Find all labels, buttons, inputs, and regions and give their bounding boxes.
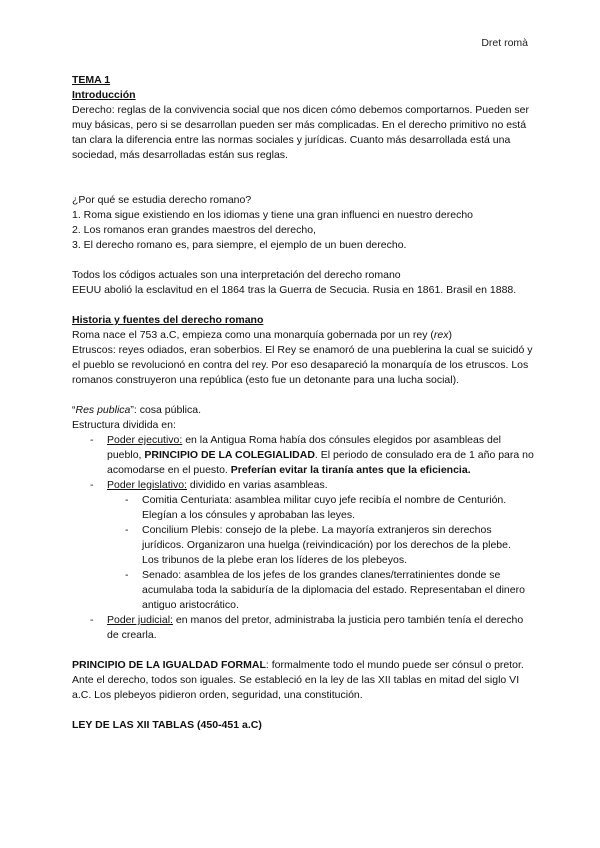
list-item-ejecutivo: - Poder ejecutivo: en la Antigua Roma había dos cónsules elegidos por asambleas del pueblo, PRINCIPIO DE LA COLEGIALIDAD. El periodo de consulado era de 1 año para no acomodarse en el puesto. Preferían evitar la tiranía antes que la eficiencia. <box>72 433 534 478</box>
historia-heading: Historia y fuentes del derecho romano <box>72 314 264 326</box>
intro-paragraph: Derecho: reglas de la convivencia social que nos dicen cómo debemos comportarnos. Pueden ser muy básicas, pero si se desarrollan pueden ser más complicadas. En el derecho primitivo no está tan clara la diferencia entre las normas sociales y jurídicas. Cuanto más desarrollada está una sociedad, más desarrolladas están sus reglas. <box>72 104 530 161</box>
sublist-item-comitia: - Comitia Centuriata: asamblea militar cuyo jefe recibía el nombre de Centurión. Elegían a los cónsules y aprobaban las leyes. <box>107 493 534 523</box>
legislativo-sublist <box>107 493 534 613</box>
tema-title: TEMA 1 <box>72 74 111 86</box>
codes-line-2: EEUU abolió la esclavitud en el 1864 tras la Guerra de Secucia. Rusia en 1861. Brasil en 1888. <box>72 284 517 296</box>
intro-heading: Introducción <box>72 89 136 101</box>
document-header-title: Dret romà <box>481 37 528 49</box>
list-item-judicial: - Poder judicial: en manos del pretor, administraba la justicia pero también tenía el derecho de crearla. <box>72 613 534 643</box>
tribunos-line: Los tribunos de la plebe eran los líderes de los plebeyos. <box>142 554 408 566</box>
structure-intro: Estructura dividida en: <box>72 419 176 431</box>
igualdad-paragraph: PRINCIPIO DE LA IGUALDAD FORMAL: formalmente todo el mundo puede ser cónsul o pretor. Ante el derecho, todos son iguales. Se estableció en la ley de las XII tablas en mitad del siglo VI a.C. Los plebeyos pidieron orden, seguridad, una constitución. <box>72 659 524 701</box>
why-item-2: 2. Los romanos eran grandes maestros del derecho, <box>72 224 316 236</box>
codes-line-1: Todos los códigos actuales son una interpretación del derecho romano <box>72 269 401 281</box>
document-body <box>72 73 534 733</box>
res-publica-line: “Res publica”: cosa pública. <box>72 404 201 416</box>
sublist-item-senado: - Senado: asamblea de los jefes de los grandes clanes/terratinientes donde se acumulaba toda la sabiduría de la diplomacia del estado. Representaban el dinero antiguo aristocrático. <box>107 568 534 613</box>
ley-xii-tablas-heading: LEY DE LAS XII TABLAS (450-451 a.C) <box>72 719 262 731</box>
why-item-3: 3. El derecho romano es, para siempre, el ejemplo de un buen derecho. <box>72 239 407 251</box>
historia-paragraph-1: Roma nace el 753 a.C, empieza como una monarquía gobernada por un rey (rex) <box>72 329 452 341</box>
list-item-legislativo: - Poder legislativo: dividido en varias asambleas. - Comitia Centuriata: asamblea militar cuyo jefe recibía el nombre de Centurión. Elegían a los cónsules y aprobaban las leyes. - Concilium Plebis: consejo de la plebe. La mayoría extranjeros sin derechos jurídicos. Organizaron una huelga (reivindicación) por los derechos de la plebe. Los tribunos de la plebe eran los líderes de los plebeyos. - Senado: asamblea de los jefes de los grandes clanes/terratinientes donde se acumulaba toda la sabiduría de la diplomacia del estado. Representaban el dinero antiguo aristocrático. <box>72 478 534 613</box>
why-item-1: 1. Roma sigue existiendo en los idiomas y tiene una gran influenci en nuestro derecho <box>72 209 473 221</box>
sublist-item-concilium: - Concilium Plebis: consejo de la plebe. La mayoría extranjeros sin derechos jurídicos. Organizaron una huelga (reivindicación) por los derechos de la plebe. Los tribunos de la plebe eran los líderes de los plebeyos. <box>107 523 534 568</box>
poderes-list <box>72 433 534 643</box>
why-question: ¿Por qué se estudia derecho romano? <box>72 194 252 206</box>
historia-paragraph-2: Etruscos: reyes odiados, eran soberbios. El Rey se enamoró de una pueblerina la cual se suicidó y el pueblo se revolucionó en contra del rey. Por eso desapareció la monarquía de los etruscos. Los romanos construyeron una república (esto fue un detonante para una lucha social). <box>72 344 533 386</box>
